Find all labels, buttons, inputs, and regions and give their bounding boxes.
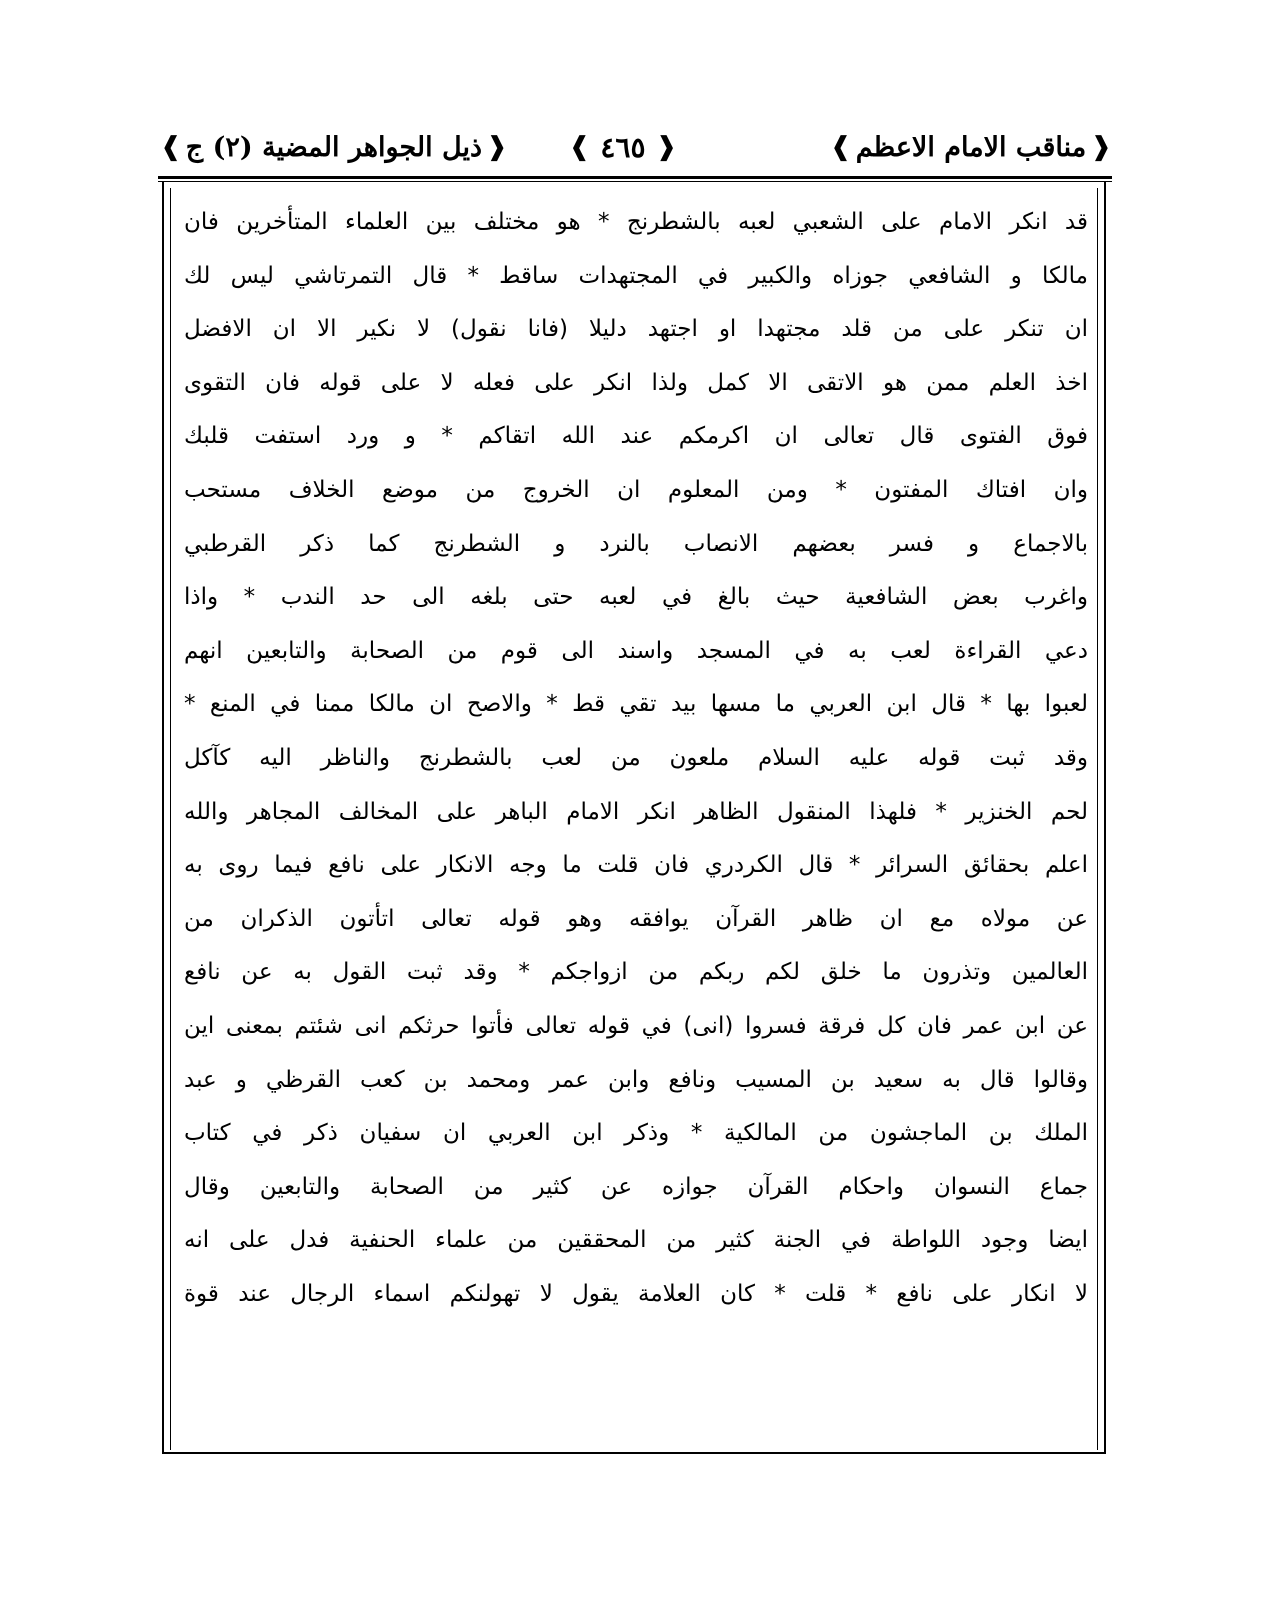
book-title: مناقب الامام الاعظم xyxy=(855,131,1087,163)
ornament-open-icon: ❰ xyxy=(486,132,508,162)
text-line: مالكا و الشافعي جوزاه والكبير في المجتهدات ساقط * قال التمرتاشي ليس لك xyxy=(184,262,1088,289)
text-line: عن مولاه مع ان ظاهر القرآن يوافقه وهو قوله تعالى اتأتون الذكران من xyxy=(184,905,1088,932)
text-line: العالمين وتذرون ما خلق لكم ربكم من ازواجكم * وقد ثبت القول به عن نافع xyxy=(184,959,1088,986)
body-text xyxy=(184,196,1088,1321)
running-subtitle: ذيل الجواهر المضية (٢) ج xyxy=(185,131,482,163)
ornament-close-icon: ❱ xyxy=(160,132,182,162)
page-number: ٤٦٥ xyxy=(600,130,646,164)
text-line: جماع النسوان واحكام القرآن جوازه عن كثير من الصحابة والتابعين وقال xyxy=(184,1173,1088,1200)
text-line: وان افتاك المفتون * ومن المعلوم ان الخروج من موضع الخلاف مستحب xyxy=(184,476,1088,503)
text-line: الملك بن الماجشون من المالكية * وذكر ابن العربي ان سفيان ذكر في كتاب xyxy=(184,1120,1088,1147)
text-line: عن ابن عمر فان كل فرقة فسروا (انى) في قوله تعالى فأتوا حرثكم انى شئتم بمعنى اين xyxy=(184,1012,1088,1039)
text-line: اخذ العلم ممن هو الاتقى الا كمل ولذا انكر على فعله لا على قوله فان التقوى xyxy=(184,369,1088,396)
text-line: لعبوا بها * قال ابن العربي ما مسها بيد تقي قط * والاصح ان مالكا ممنا في المنع * xyxy=(184,691,1088,718)
text-line: بالاجماع و فسر بعضهم الانصاب بالنرد و الشطرنج كما ذكر القرطبي xyxy=(184,530,1088,557)
ornament-open-icon: ❰ xyxy=(655,132,678,162)
text-line: لا انكار على نافع * قلت * كان العلامة يقول لا تهولنكم اسماء الرجال عند قوة xyxy=(184,1280,1088,1307)
text-line: وقد ثبت قوله عليه السلام ملعون من لعب بالشطرنج والناظر اليه كآكل xyxy=(184,744,1088,771)
page-number-group xyxy=(569,118,678,176)
frame-inner-line-left xyxy=(170,188,171,1450)
ornament-close-icon: ❱ xyxy=(829,132,852,162)
text-line: دعي القراءة لعب به في المسجد واسند الى قوم من الصحابة والتابعين انهم xyxy=(184,637,1088,664)
ornament-close-icon: ❱ xyxy=(568,132,591,162)
text-line: ايضا وجود اللواطة في الجنة كثير من المحققين من علماء الحنفية فدل على انه xyxy=(184,1227,1088,1254)
text-line: واغرب بعض الشافعية حيث بالغ في لعبه حتى بلغه الى حد الندب * واذا xyxy=(184,584,1088,611)
text-line: اعلم بحقائق السرائر * قال الكردري فان قلت ما وجه الانكار على نافع فيما روى به xyxy=(184,852,1088,879)
ornament-open-icon: ❰ xyxy=(1090,132,1112,162)
text-line: لحم الخنزير * فلهذا المنقول الظاهر انكر الامام الباهر على المخالف المجاهر والله xyxy=(184,798,1088,825)
header-rule-top xyxy=(158,176,1112,179)
running-header xyxy=(160,118,1112,176)
frame-inner-line-right xyxy=(1097,188,1098,1450)
text-line: فوق الفتوى قال تعالى ان اكرمكم عند الله اتقاكم * و ورد استفت قلبك xyxy=(184,423,1088,450)
text-line: قد انكر الامام على الشعبي لعبه بالشطرنج * هو مختلف بين العلماء المتأخرين فان xyxy=(184,209,1088,235)
text-line: ان تنكر على من قلد مجتهدا او اجتهد دليلا (فانا نقول) لا نكير الا ان الافضل xyxy=(184,316,1088,343)
subtitle-group xyxy=(160,118,508,176)
text-line: وقالوا قال به سعيد بن المسيب ونافع وابن عمر ومحمد بن كعب القرظي و عبد xyxy=(184,1066,1088,1093)
book-title-group xyxy=(830,118,1112,176)
